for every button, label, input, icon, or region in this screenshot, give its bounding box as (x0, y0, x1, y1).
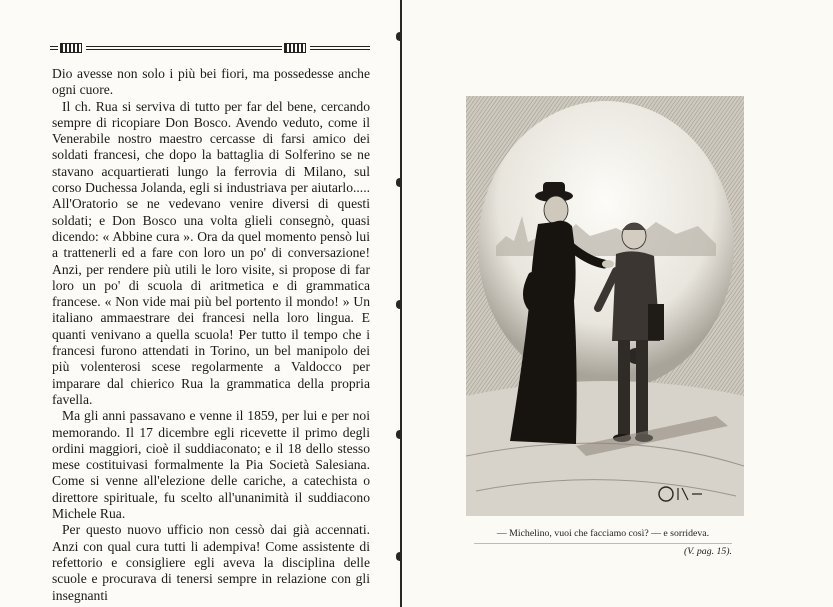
illustration-caption (474, 528, 732, 558)
caption-page-reference: (V. pag. 15). (684, 546, 732, 557)
caption-text: — Michelino, vuoi che facciamo così? — e sorrideva. (496, 528, 710, 539)
paragraph: Per questo nuovo ufficio non cessò dai già accennati. Anzi con qual cura tutti li adempiva! Come assistente di refettorio e consigliere egli aveva la disciplina delle scuole e procurava di tenersi sempre in relazione con gli insegnanti (52, 522, 370, 603)
books (648, 304, 664, 340)
body-text (52, 66, 370, 604)
left-page (0, 0, 395, 607)
header-ornament-rule (50, 43, 370, 53)
paragraph: Dio avesse non solo i più bei fiori, ma possedesse anche ogni cuore. (52, 66, 370, 98)
paragraph: Ma gli anni passavano e venne il 1859, per lui e per noi memorando. Il 17 dicembre egli ricevette il primo degli ordini maggiori, cioè il suddiaconato; e il 18 dello stesso mese costituivasi formalmente la Pia Società Salesiana. Come si venne all'elezione delle cariche, a catechista o direttore spirituale, fu scelto all'unanimità il suddiacono Michele Rua. (52, 408, 370, 522)
paragraph: Il ch. Rua si serviva di tutto per far del bene, cercando sempre di ricopiare Don Bosco. Avendo veduto, come il Venerabile nostro maestro cercasse di farsi amico dei soldati francesi, che dopo la battaglia di Solferino se ne stavano acquartierati lungo la ferrovia di Milano, sul corso Duchessa Jolanda, egli si industriava per aiutarlo..... All'Oratorio se ne vedevano venire diversi di questi soldati; e Don Bosco una volta glieli consegnò, quasi dicendo: « Abbine cura ». Ora da quel momento pensò lui a trattenerli ed a fare con loro un po' di conversazione! Anzi, per rendere più utili le loro visite, si propose di far loro un po' di scuola di aritmetica e di grammatica francese. « Non vide mai più bel portento il mondo! » Un italiano ammaestrare dei francesi nella loro lingua. E quanti venivano a quella scuola! Per tutto il tempo che i francesi furono attendati in Torino, un bel manipolo dei più volenterosi scese regolarmente a Valdocco per imparare dal chierico Rua la grammatica della propria favella. (52, 98, 370, 407)
engraving-illustration (466, 96, 744, 516)
header-ornament-left (60, 43, 82, 53)
header-ornament-right (284, 43, 306, 53)
